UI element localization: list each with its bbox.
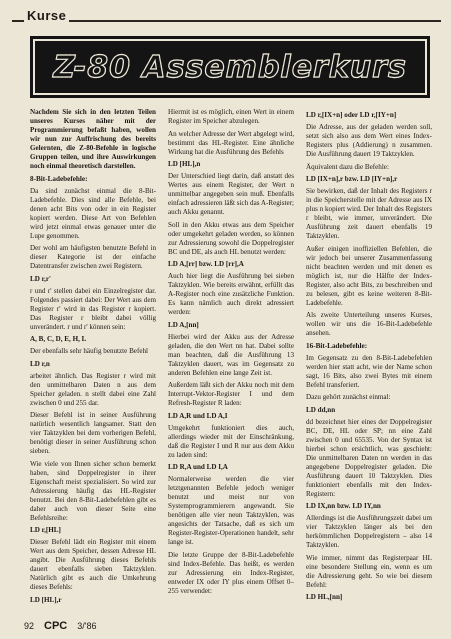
body-paragraph: Wie viele von Ihnen sicher schon bemerkt haben, sind Doppelregister in ihrer Eigenschaft meist spezialisiert. So wird zur Adressierung häufig das HL-Register benutzt. Bei den 8-Bit-Ladebefehlen gibt es daher auch von dieser Seite eine Befehlsreihe:: [30, 459, 156, 522]
body-paragraph: Dieser Befehl lädt ein Register mit einem Wert aus dem Speicher, dessen Adresse HL angibt. Die Ausführung dieses Befehls dauert ebenfalls sieben Taktzyklen. Natürlich gibt es auch die Umkehrung dieses Befehls:: [30, 538, 156, 592]
page-footer: [24, 620, 97, 632]
body-paragraph: Im Gegensatz zu den 8-Bit-Ladebefehlen werden hier statt acht, wie der Name schon sagt, 16 Bits, also zwei Bytes mit einem Befehl transferiert.: [306, 353, 432, 389]
body-paragraph: Allerdings ist die Ausführungszeit dabei um vier Taktzyklen länger als bei den herkömmlichen Doppelregistern – also 14 Taktzyklen.: [306, 514, 432, 550]
code-line: LD dd,nn: [306, 405, 336, 414]
body-paragraph: Hiermit ist es möglich, einen Wert in einem Register im Speicher abzulegen.: [168, 108, 294, 125]
magazine-name: CPC: [44, 620, 68, 632]
body-paragraph: Sie bewirken, daß der Inhalt des Registers r in die Speicherstelle mit der Adresse aus IX plus n kopiert wird. Der Inhalt des Registers r bleibt, wie immer, unverändert. Die Ausführung zeit dauert ebenfalls 19 Taktzyklen.: [306, 187, 432, 240]
banner-title: Z-80 Assemblerkurs: [53, 49, 407, 85]
code-line: LD r,r': [30, 274, 52, 283]
issue-number: 3/'86: [77, 621, 97, 631]
body-paragraph: Der wohl am häufigsten benutzte Befehl in dieser Kategorie ist der einfache Datentransfer zwischen zwei Registern.: [30, 244, 156, 271]
body-paragraph: Wie immer, nimmt das Registerpaar HL eine besondere Stellung ein, wenn es um die Adressierung geht. So wie bei diesem Befehl:: [306, 553, 432, 589]
body-paragraph: Auch hier liegt die Ausführung bei sieben Taktzyklen. Wie bereits erwähnt, erfüllt das A-Register noch eine zusätzliche Funktion. Es kann nämlich auch direkt adressiert werden:: [168, 272, 294, 316]
body-paragraph: Dieser Befehl ist in seiner Ausführung natürlich wesentlich langsamer. Statt den vier Taktzyklen bei dem vorherigen Befehl, benötigt dieser in seiner Ausführung schon sieben.: [30, 411, 156, 456]
body-paragraph: Der ebenfalls sehr häufig benutzte Befehl: [30, 347, 148, 356]
code-line: LD r,n: [30, 359, 50, 368]
column-1: [30, 108, 156, 618]
body-paragraph: Der Unterschied liegt darin, daß anstatt des Wertes aus einem Register, der Wert n unmittelbar angegeben sein muß. Ebenfalls einfach adressieren läßt sich das A-Register; auch Akku genannt.: [168, 172, 294, 216]
body-paragraph: r und r' stellen dabei ein Einzelregister dar. Folgendes passiert dabei: Der Wert aus dem Register r' wird in das Register r kopiert. Das Register r bleibt dabei völlig unverändert. r und r' können sein:: [30, 286, 156, 331]
body-paragraph: Soll in den Akku etwas aus dem Speicher oder umgekehrt geladen werden, so können zur Adressierung sowohl die Doppelregister BC und DE, als auch HL benutzt werden:: [168, 220, 294, 256]
body-paragraph: arbeitet ähnlich. Das Register r wird mit den unmittelbaren Daten n aus dem Speicher geladen. n stellt dabei eine Zahl zwischen 0 und 255 dar.: [30, 371, 156, 407]
code-line: LD R,A und LD I,A: [168, 463, 228, 471]
body-paragraph: Dazu gehört zunächst einmal:: [306, 393, 391, 402]
section-heading: 16-Bit-Ladebefehle:: [306, 341, 368, 350]
intro-paragraph: Nachdem Sie sich in den letzten Teilen unseres Kurses näher mit der Programmierung befaßt haben, wollen wir nun zur Auffrischung des bereits Gelernten, die Z-80-Befehle in logische Gruppen teilen, und ihre Auswirkungen noch einmal theoretisch darstellen.: [30, 108, 156, 170]
code-line: LD A,R und LD A,I: [168, 411, 228, 420]
body-paragraph: Die letzte Gruppe der 8-Bit-Ladebefehle sind Index-Befehle. Das heißt, es werden zur Adressierung ein Index-Register, entweder IX oder IY plus einem Offset 0–255 verwendet:: [168, 550, 294, 595]
code-line: A, B, C, D, E, H, L: [30, 335, 87, 344]
body-paragraph: Hierbei wird der Akku aus der Adresse geladen, die den Wert nn hat. Dabei sollte man beachten, daß die Ausführung 13 Taktzyklen dauert, was im Gegensatz zu anderen Befehlen eine lange Zeit ist.: [168, 332, 294, 377]
code-line: LD r,[IX+n] oder LD r,[IY+n]: [306, 111, 397, 119]
page-number: 92: [24, 621, 35, 631]
code-line: LD A,[nn]: [168, 320, 199, 329]
body-paragraph: dd bezeichnet hier eines der Doppelregister BC, DE, HL oder SP; nn eine Zahl zwischen 0 und 65535. Von der Syntax ist hierbei schon ersichtlich, was geschieht: Die unmittelbaren Daten nn werden in das angegebene Doppelregister geladen. Die Ausführung dauert 10 Taktzyklen. Dies funktioniert ebenfalls mit den Index-Registern:: [306, 417, 432, 498]
header-rule: [12, 20, 441, 22]
body-paragraph: An welcher Adresse der Wert abgelegt wird, bestimmt das HL-Register. Eine ähnliche Wirkung hat die Ausführung des Befehls: [168, 129, 294, 156]
body-paragraph: Äquivalent dazu die Befehle:: [306, 162, 389, 171]
body-paragraph: Als zweite Unterteilung unseres Kurses, wollen wir uns die 16-Bit-Ladebefehle ansehen.: [306, 311, 432, 337]
code-line: LD r,[HL]: [30, 526, 61, 535]
body-paragraph: Die Adresse, aus der geladen werden soll, setzt sich also aus dem Wert eines Index-Registers plus (Addierung) n zusammen. Die Ausführung dauert 19 Taktzyklen.: [306, 123, 432, 158]
section-heading: 8-Bit-Ladebefehle:: [30, 174, 88, 183]
column-2: [168, 108, 294, 618]
code-line: LD IX,nn bzw. LD IY,nn: [306, 502, 381, 511]
code-line: LD [HL],r: [30, 595, 62, 604]
section-label: Kurse: [24, 8, 69, 23]
code-line: LD A,[rr] bzw. LD [rr],A: [168, 260, 244, 268]
code-line: LD [IX+n],r bzw. LD [IY+n],r: [306, 175, 398, 183]
body-paragraph: Normalerweise werden die vier letztgenannten Befehle jedoch weniger benutzt und meist nur von Systemprogrammierern angewandt. Sie benötigen alle vier neun Taktzyklen, was angesichts der Tatsache, daß es sich um Register-Register-Operationen handelt, sehr lange ist.: [168, 475, 294, 546]
code-line: LD HL,[nn]: [306, 593, 343, 602]
article-columns: [30, 108, 434, 618]
body-paragraph: Außer einigen inoffiziellen Befehlen, die wir jedoch bei unserer Zusammenfassung nicht beachten werden und mit denen es möglich ist, nur die Hälfte der Index-Register, also acht Bits, zu beschreiben und zu belesen, gibt es keine weiteren 8-Bit-Ladebefehle.: [306, 244, 432, 307]
column-3: [306, 108, 432, 618]
body-paragraph: Außerdem läßt sich der Akku noch mit dem Interrupt-Vektor-Register I und dem Refresh-Register R laden:: [168, 381, 294, 407]
title-banner: [30, 36, 430, 98]
code-line: LD [HL],n: [168, 160, 201, 168]
body-paragraph: Umgekehrt funktioniert dies auch, allerdings wieder mit der Einschränkung, daß die Register I und R nur aus dem Akku zu laden sind:: [168, 423, 294, 459]
body-paragraph: Da sind zunächst einmal die 8-Bit-Ladebefehle. Dies sind alle Befehle, bei denen acht Bits von oder in ein Register kopiert werden. Diese Art von Befehlen wird jetzt einmal etwas genauer unter die Lupe genommen.: [30, 186, 156, 240]
